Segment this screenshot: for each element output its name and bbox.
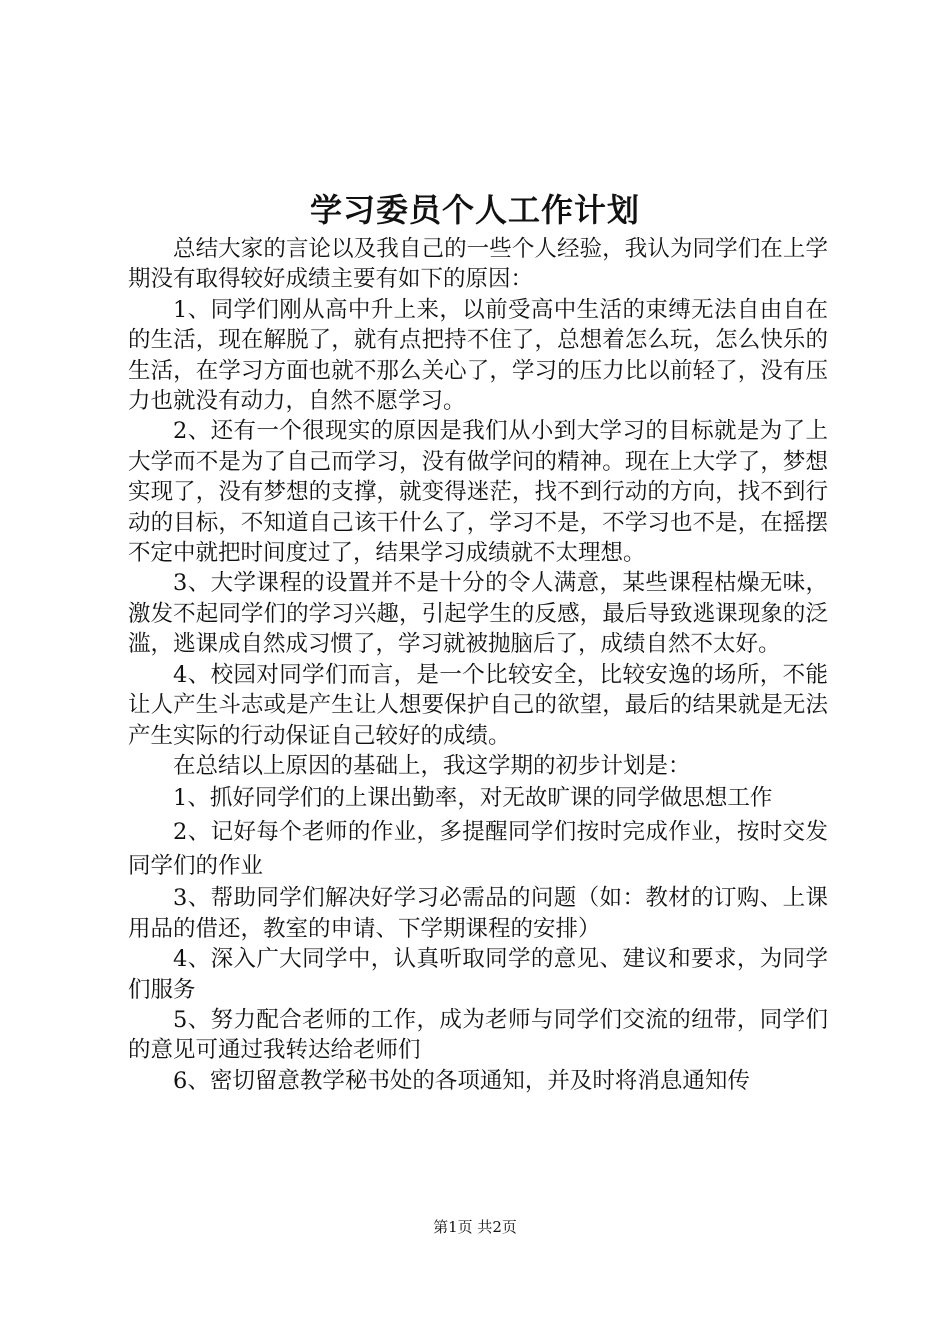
- paragraph-plan-4: 4、深入广大同学中，认真听取同学的意见、建议和要求，为同学们服务: [128, 946, 828, 1003]
- paragraph-reason-3: 3、大学课程的设置并不是十分的令人满意，某些课程枯燥无味，激发不起同学们的学习兴趣，引起学生的反感，最后导致逃课现象的泛滥，逃课成自然成习惯了，学习就被抛脑后了，成绩自然不太好。: [128, 570, 828, 658]
- paragraph-plan-6: 6、密切留意教学秘书处的各项通知，并及时将消息通知传: [173, 1067, 750, 1094]
- paragraph-plan-1: 1、抓好同学们的上课出勤率，对无故旷课的同学做思想工作: [173, 785, 773, 812]
- paragraph-reason-2: 2、还有一个很现实的原因是我们从小到大学习的目标就是为了上大学而不是为了自己而学习，没有做学问的精神。现在上大学了，梦想实现了，没有梦想的支撑，就变得迷茫，找不到行动的方向，找不到行动的目标，不知道自己该干什么了，学习不是，不学习也不是，在摇摆不定中就把时间度过了，结果学习成绩就不太理想。: [128, 418, 828, 567]
- paragraph-plan-intro: 在总结以上原因的基础上，我这学期的初步计划是：: [173, 752, 691, 779]
- paragraph-reason-1: 1、同学们刚从高中升上来，以前受高中生活的束缚无法自由自在的生活，现在解脱了，就有点把持不住了，总想着怎么玩，怎么快乐的生活，在学习方面也就不那么关心了，学习的压力比以前轻了，没有压力也就没有动力，自然不愿学习。: [128, 296, 828, 415]
- paragraph-reason-4: 4、校园对同学们而言，是一个比较安全，比较安逸的场所，不能让人产生斗志或是产生让人想要保护自己的欲望，最后的结果就是无法产生实际的行动保证自己较好的成绩。: [128, 661, 828, 749]
- page-number-footer: 第1页 共2页: [433, 1218, 517, 1236]
- paragraph-intro: 总结大家的言论以及我自己的一些个人经验，我认为同学们在上学期没有取得较好成绩主要有如下的原因：: [128, 236, 828, 293]
- paragraph-plan-2: 2、记好每个老师的作业，多提醒同学们按时完成作业，按时交发同学们的作业: [128, 819, 828, 880]
- paragraph-plan-5: 5、努力配合老师的工作，成为老师与同学们交流的纽带，同学们的意见可通过我转达给老师们: [128, 1006, 828, 1064]
- document-body: [128, 234, 828, 1096]
- paragraph-plan-3: 3、帮助同学们解决好学习必需品的问题（如：教材的订购、上课用品的借还，教室的申请、下学期课程的安排）: [128, 885, 828, 942]
- document-title: 学习委员个人工作计划: [309, 191, 640, 229]
